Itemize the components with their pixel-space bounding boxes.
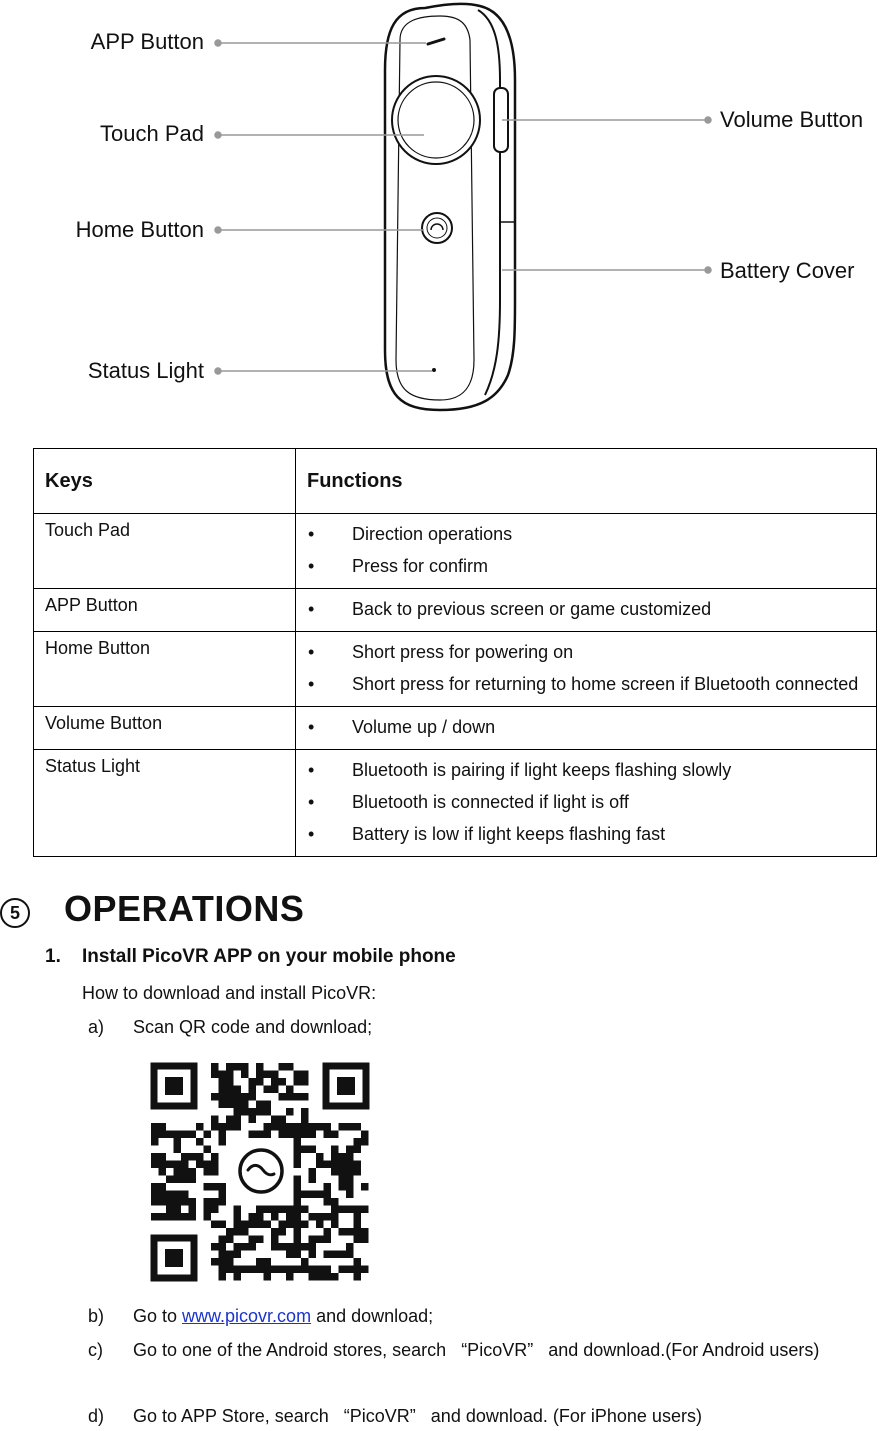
table-row bbox=[34, 514, 877, 589]
header-functions: Functions bbox=[296, 449, 877, 514]
label-volume-button: Volume Button bbox=[720, 107, 864, 132]
function-item: • Direction operations bbox=[308, 524, 513, 544]
key-cell: Volume Button bbox=[34, 707, 296, 750]
function-item: • Battery is low if light keeps flashing fast bbox=[308, 824, 666, 844]
controller-diagram bbox=[0, 0, 880, 420]
functions-cell bbox=[296, 707, 877, 750]
key-cell: Status Light bbox=[34, 750, 296, 857]
step-heading bbox=[45, 946, 456, 968]
label-touch-pad: Touch Pad bbox=[100, 121, 204, 146]
option-c: c) Go to one of the Android stores, search “PicoVR” and download.(For Android users) bbox=[88, 1340, 820, 1360]
table-header-row bbox=[34, 449, 877, 514]
picovr-website-link[interactable]: www.picovr.com bbox=[182, 1306, 312, 1326]
function-item: • Bluetooth is pairing if light keeps flashing slowly bbox=[308, 760, 732, 780]
section-number-badge: 5 bbox=[0, 898, 30, 928]
controller-illustration bbox=[0, 0, 880, 420]
functions-cell bbox=[296, 750, 877, 857]
function-item: • Bluetooth is connected if light is off bbox=[308, 792, 629, 812]
functions-cell bbox=[296, 514, 877, 589]
key-cell: Home Button bbox=[34, 632, 296, 707]
option-b: b) Go to www.picovr.com and download; bbox=[88, 1306, 434, 1326]
function-item: • Short press for powering on bbox=[308, 642, 574, 662]
label-home-button: Home Button bbox=[75, 217, 204, 242]
label-app-button: APP Button bbox=[90, 29, 204, 54]
table-row bbox=[34, 632, 877, 707]
label-battery-cover: Battery Cover bbox=[720, 258, 855, 283]
function-item: • Back to previous screen or game customized bbox=[308, 599, 712, 619]
functions-cell bbox=[296, 589, 877, 632]
table-row bbox=[34, 707, 877, 750]
table-row bbox=[34, 589, 877, 632]
header-keys: Keys bbox=[34, 449, 296, 514]
table-row bbox=[34, 750, 877, 857]
step-intro: How to download and install PicoVR: bbox=[82, 983, 377, 1003]
label-status-light: Status Light bbox=[87, 358, 204, 383]
option-a: a) Scan QR code and download; bbox=[88, 1017, 373, 1037]
key-cell: Touch Pad bbox=[34, 514, 296, 589]
keys-functions-table bbox=[33, 448, 877, 857]
key-cell: APP Button bbox=[34, 589, 296, 632]
function-item: • Short press for returning to home screen if Bluetooth connected bbox=[308, 674, 859, 694]
picovr-logo-icon bbox=[240, 1150, 282, 1192]
function-item: • Volume up / down bbox=[308, 717, 496, 737]
functions-cell bbox=[296, 632, 877, 707]
section-title: OPERATIONS bbox=[64, 888, 305, 929]
option-d: d) Go to APP Store, search “PicoVR” and download. (For iPhone users) bbox=[88, 1406, 702, 1426]
qr-code[interactable] bbox=[150, 1062, 370, 1282]
step-title: Install PicoVR APP on your mobile phone bbox=[82, 946, 456, 967]
step-number: 1. bbox=[45, 946, 61, 967]
function-item: • Press for confirm bbox=[308, 556, 489, 576]
